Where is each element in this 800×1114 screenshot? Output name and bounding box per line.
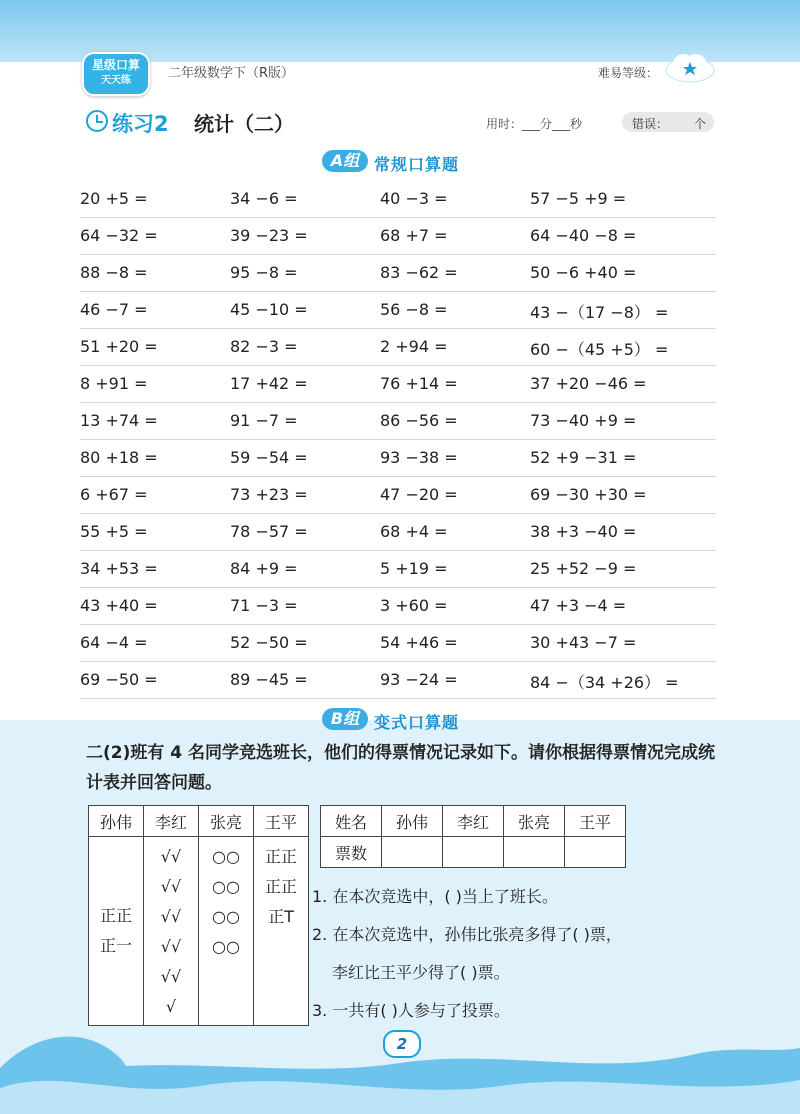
vote-input-sunwei[interactable] <box>382 837 443 868</box>
problem-row <box>80 588 716 625</box>
problem-cell[interactable]: 64 −40 −8 = <box>530 226 637 245</box>
problem-cell[interactable]: 43 +40 = <box>80 596 158 615</box>
difficulty-label: 难易等级： <box>598 66 659 80</box>
problem-cell[interactable]: 39 −23 = <box>230 226 308 245</box>
stats-table <box>320 805 626 868</box>
problem-cell[interactable]: 73 +23 = <box>230 485 308 504</box>
problem-cell[interactable]: 47 −20 = <box>380 485 458 504</box>
tally-header: 王平 <box>254 806 309 837</box>
vote-input-zhangliang[interactable] <box>504 837 565 868</box>
error-label: 错误： <box>632 117 669 131</box>
tally-mark: 正正 <box>99 906 132 925</box>
tally-mark: ○○ <box>212 907 240 926</box>
series-logo <box>82 52 150 96</box>
problem-cell[interactable]: 2 +94 = <box>380 337 448 356</box>
tally-mark: √√ <box>160 847 182 866</box>
problem-cell[interactable]: 95 −8 = <box>230 263 298 282</box>
tally-header: 李红 <box>144 806 199 837</box>
sub-question: 3. 一共有( )人参与了投票。 <box>312 1001 510 1020</box>
problem-cell[interactable]: 83 −62 = <box>380 263 458 282</box>
problem-cell[interactable]: 51 +20 = <box>80 337 158 356</box>
stats-cell: 姓名 <box>321 806 382 837</box>
clock-icon <box>86 110 108 132</box>
problem-cell[interactable]: 54 +46 = <box>380 633 458 652</box>
tally-mark: √√ <box>160 907 182 926</box>
logo-line2: 天天练 <box>101 75 131 86</box>
problem-row <box>80 181 716 218</box>
problem-cell[interactable]: 71 −3 = <box>230 596 298 615</box>
stats-row-label: 票数 <box>321 837 382 868</box>
problem-cell[interactable]: 34 −6 = <box>230 189 298 208</box>
section-a-banner <box>322 150 522 174</box>
problem-row <box>80 514 716 551</box>
problem-cell[interactable]: 52 +9 −31 = <box>530 448 637 467</box>
problem-row <box>80 662 716 699</box>
sub-question: 李红比王平少得了( )票。 <box>332 963 510 982</box>
problem-cell[interactable]: 64 −4 = <box>80 633 148 652</box>
tally-mark: ○○ <box>212 847 240 866</box>
section-b-badge: B组 <box>322 708 368 730</box>
problem-cell[interactable]: 50 −6 +40 = <box>530 263 637 282</box>
problem-cell[interactable]: 25 +52 −9 = <box>530 559 637 578</box>
logo-line1: 星级口算 <box>91 58 140 72</box>
problem-row <box>80 292 716 329</box>
problem-cell[interactable]: 82 −3 = <box>230 337 298 356</box>
section-a-badge: A组 <box>322 150 368 172</box>
problem-cell[interactable]: 69 −30 +30 = <box>530 485 647 504</box>
problem-grid <box>80 181 716 699</box>
tally-mark: √√ <box>160 877 182 896</box>
problem-cell[interactable]: 55 +5 = <box>80 522 148 541</box>
section-b-title: 变式口算题 <box>374 713 460 732</box>
problem-cell[interactable]: 59 −54 = <box>230 448 308 467</box>
problem-cell[interactable]: 69 −50 = <box>80 670 158 689</box>
exercise-header <box>86 108 716 138</box>
tally-mark: √√ <box>160 967 182 986</box>
problem-cell[interactable]: 88 −8 = <box>80 263 148 282</box>
problem-cell[interactable]: 43 −（17 −8） = <box>530 303 669 322</box>
tally-col-zhangliang <box>199 837 254 1026</box>
stats-cell: 李红 <box>443 806 504 837</box>
problem-row <box>80 255 716 292</box>
error-unit: 个 <box>694 117 707 131</box>
problem-cell[interactable]: 91 −7 = <box>230 411 298 430</box>
problem-cell[interactable]: 46 −7 = <box>80 300 148 319</box>
tally-col-sunwei <box>89 837 144 1026</box>
tally-mark: ○○ <box>212 877 240 896</box>
difficulty-cloud-icon <box>664 50 716 84</box>
problem-cell[interactable]: 89 −45 = <box>230 670 308 689</box>
problem-cell[interactable]: 64 −32 = <box>80 226 158 245</box>
problem-cell[interactable]: 68 +7 = <box>380 226 448 245</box>
stats-cell: 张亮 <box>504 806 565 837</box>
problem-cell[interactable]: 6 +67 = <box>80 485 148 504</box>
sub-question: 1. 在本次竞选中，( )当上了班长。 <box>312 887 558 906</box>
problem-cell[interactable]: 84 −（34 +26） = <box>530 673 679 692</box>
problem-cell[interactable]: 40 −3 = <box>380 189 448 208</box>
problem-cell[interactable]: 47 +3 −4 = <box>530 596 627 615</box>
problem-cell[interactable]: 93 −38 = <box>380 448 458 467</box>
problem-row <box>80 551 716 588</box>
tally-mark: ○○ <box>212 937 240 956</box>
problem-row <box>80 625 716 662</box>
problem-cell[interactable]: 34 +53 = <box>80 559 158 578</box>
time-field[interactable]: 用时：___分___秒 <box>486 117 583 131</box>
problem-row <box>80 477 716 514</box>
problem-cell[interactable]: 13 +74 = <box>80 411 158 430</box>
tally-mark: 正正 <box>264 877 297 896</box>
exercise-title: 统计（二） <box>194 112 294 136</box>
section-a-title: 常规口算题 <box>374 155 460 174</box>
problem-cell[interactable]: 80 +18 = <box>80 448 158 467</box>
grade-label: 二年级数学下（R版） <box>168 66 295 81</box>
problem-cell[interactable]: 17 +42 = <box>230 374 308 393</box>
problem-cell[interactable]: 5 +19 = <box>380 559 448 578</box>
problem-cell[interactable]: 57 −5 +9 = <box>530 189 627 208</box>
problem-row <box>80 329 716 366</box>
tally-header: 张亮 <box>199 806 254 837</box>
tally-col-wangping <box>254 837 309 1026</box>
problem-cell[interactable]: 73 −40 +9 = <box>530 411 637 430</box>
problem-cell[interactable]: 60 −（45 +5） = <box>530 340 669 359</box>
wave-decoration <box>0 1008 800 1114</box>
sub-question: 2. 在本次竞选中，孙伟比张亮多得了( )票， <box>312 925 622 944</box>
error-count-field[interactable] <box>622 112 714 132</box>
problem-cell[interactable]: 37 +20 −46 = <box>530 374 647 393</box>
vote-input-lihong[interactable] <box>443 837 504 868</box>
problem-cell[interactable]: 45 −10 = <box>230 300 308 319</box>
page-number: 2 <box>383 1030 421 1058</box>
tally-mark: 正一 <box>99 936 132 955</box>
problem-cell[interactable]: 56 −8 = <box>380 300 448 319</box>
problem-cell[interactable]: 78 −57 = <box>230 522 308 541</box>
stats-cell: 孙伟 <box>382 806 443 837</box>
problem-row <box>80 218 716 255</box>
tally-header: 孙伟 <box>89 806 144 837</box>
problem-cell[interactable]: 86 −56 = <box>380 411 458 430</box>
tally-mark: √ <box>165 997 177 1016</box>
question-text: 二(2)班有 4 名同学竞选班长，他们的得票情况记录如下。请你根据得票情况完成统计表并回答问题。 <box>86 743 716 793</box>
tally-mark: 正T <box>268 907 294 926</box>
tally-col-lihong <box>144 837 199 1026</box>
problem-cell[interactable]: 52 −50 = <box>230 633 308 652</box>
tally-table <box>88 805 309 1026</box>
problem-cell[interactable]: 3 +60 = <box>380 596 448 615</box>
problem-cell[interactable]: 93 −24 = <box>380 670 458 689</box>
problem-cell[interactable]: 76 +14 = <box>380 374 458 393</box>
problem-cell[interactable]: 30 +43 −7 = <box>530 633 637 652</box>
vote-input-wangping[interactable] <box>565 837 626 868</box>
tally-mark: 正正 <box>264 847 297 866</box>
problem-cell[interactable]: 84 +9 = <box>230 559 298 578</box>
problem-cell[interactable]: 68 +4 = <box>380 522 448 541</box>
problem-row <box>80 366 716 403</box>
problem-row <box>80 403 716 440</box>
section-b-banner <box>322 708 522 732</box>
problem-cell[interactable]: 20 +5 = <box>80 189 148 208</box>
exercise-number: 练习2 <box>112 112 169 136</box>
problem-row <box>80 440 716 477</box>
tally-mark: √√ <box>160 937 182 956</box>
problem-cell[interactable]: 38 +3 −40 = <box>530 522 637 541</box>
problem-cell[interactable]: 8 +91 = <box>80 374 148 393</box>
stats-cell: 王平 <box>565 806 626 837</box>
